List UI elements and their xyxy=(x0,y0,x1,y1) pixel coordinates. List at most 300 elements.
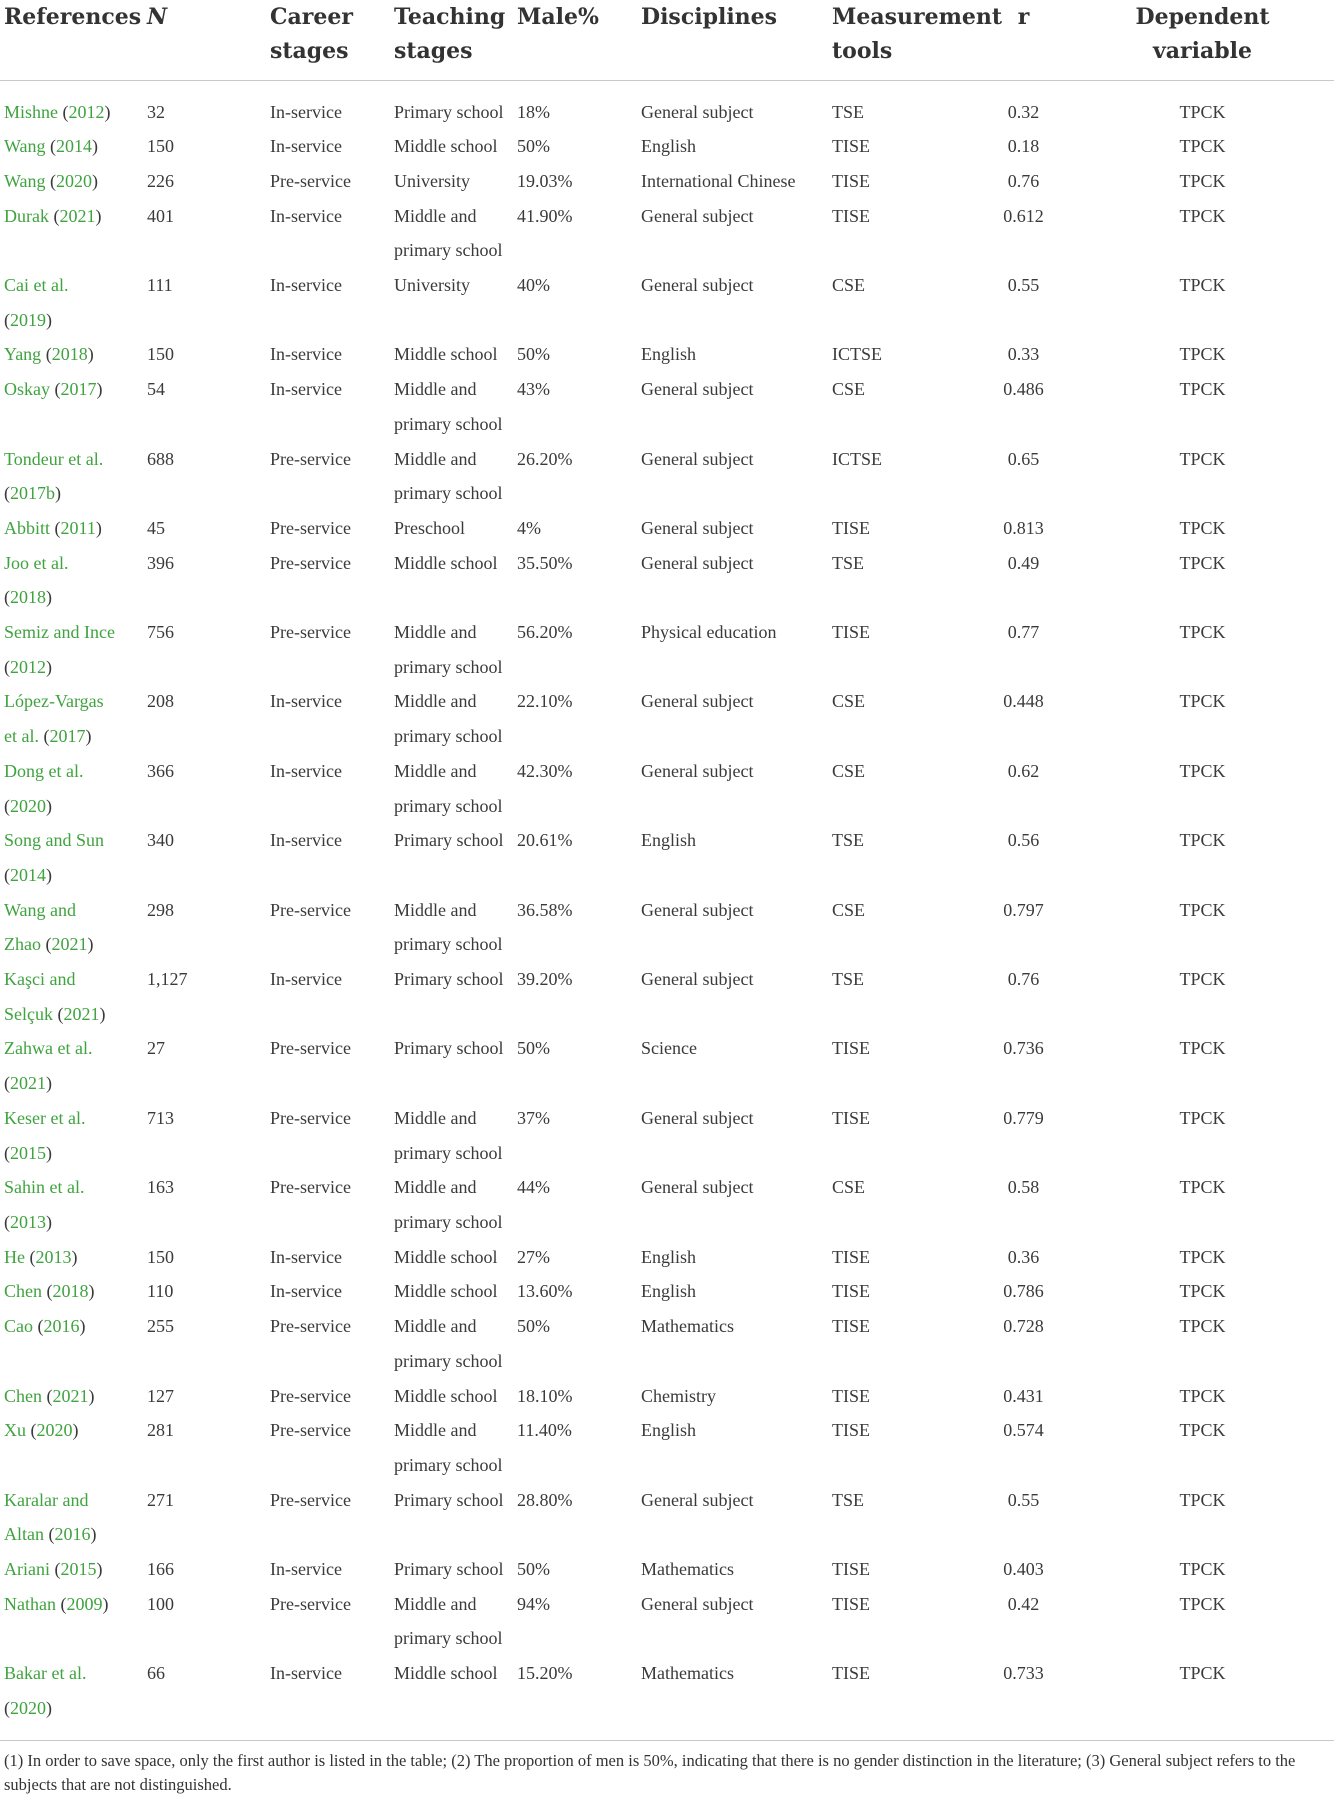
dependent-variable-cell: TPCK xyxy=(1179,1107,1226,1128)
reference-cell: Yang (2018) xyxy=(4,344,94,365)
dependent-variable-cell: TPCK xyxy=(1179,1281,1226,1302)
dependent-variable-cell: TPCK xyxy=(1179,344,1226,365)
measurement-tool-cell: TSE xyxy=(832,552,865,573)
correlation-cell: 0.65 xyxy=(1007,448,1040,469)
dependent-variable-cell: TPCK xyxy=(1179,1177,1226,1198)
measurement-tool-cell: TISE xyxy=(832,1663,870,1684)
discipline-cell: English xyxy=(641,1281,697,1302)
discipline-cell: General subject xyxy=(641,1107,754,1128)
reference-author-link[interactable]: Mishne xyxy=(4,101,58,122)
correlation-cell: 0.33 xyxy=(1007,344,1040,365)
table-row xyxy=(0,372,1334,441)
measurement-tool-cell: TSE xyxy=(832,830,865,851)
reference-author-link[interactable]: Chen xyxy=(4,1281,42,1302)
table-row xyxy=(0,1031,1334,1100)
reference-author-link[interactable]: Song and Sun xyxy=(4,830,105,851)
reference-year-link[interactable]: 2013 xyxy=(10,1212,46,1232)
col-header-dependent-l1: Dependent xyxy=(1135,4,1270,30)
teaching-stage-line1: University xyxy=(394,170,470,191)
table-row xyxy=(0,1552,1334,1587)
career-stage-cell: In-service xyxy=(270,205,342,226)
reference-year-link[interactable]: 2021 xyxy=(52,1385,89,1406)
measurement-tool-cell: TISE xyxy=(832,136,870,157)
teaching-stage-cell xyxy=(390,129,513,164)
reference-author-link-cont[interactable]: Altan xyxy=(4,1524,44,1545)
correlation-cell: 0.56 xyxy=(1007,830,1040,851)
reference-author-link[interactable]: Bakar et al. xyxy=(4,1663,87,1684)
career-stage-cell: Pre-service xyxy=(270,1038,351,1059)
teaching-stage-line1: Middle and xyxy=(394,1420,477,1441)
teaching-stage-line1: Preschool xyxy=(394,517,465,538)
sample-size-cell: 163 xyxy=(147,1177,174,1198)
discipline-cell: English xyxy=(641,830,697,851)
correlation-cell: 0.574 xyxy=(1003,1420,1044,1441)
reference-year-link[interactable]: 2016 xyxy=(54,1524,91,1545)
teaching-stage-line1: Middle school xyxy=(394,1246,498,1267)
teaching-stage-cell xyxy=(390,511,513,546)
career-stage-cell: Pre-service xyxy=(270,1593,351,1614)
male-percent-cell: 13.60% xyxy=(517,1281,573,1302)
sample-size-cell: 66 xyxy=(147,1663,165,1684)
reference-cell: López-Vargas et al. (2017) xyxy=(4,691,104,747)
reference-year-link[interactable]: 2018 xyxy=(51,344,88,365)
teaching-stage-line1: Middle school xyxy=(394,344,498,365)
dependent-variable-cell: TPCK xyxy=(1179,170,1226,191)
teaching-stage-cell xyxy=(390,1309,513,1378)
table-row xyxy=(0,1656,1334,1733)
male-percent-cell: 50% xyxy=(517,344,550,365)
reference-cell: Mishne (2012) xyxy=(4,101,111,122)
table-row xyxy=(0,615,1334,684)
discipline-cell: General subject xyxy=(641,517,754,538)
male-percent-cell: 41.90% xyxy=(517,205,573,226)
teaching-stage-line2: primary school xyxy=(394,1350,503,1371)
career-stage-cell: In-service xyxy=(270,969,342,990)
reference-cell: Sahin et al. (2013) xyxy=(4,1177,85,1232)
reference-author-link[interactable]: Cai et al. xyxy=(4,275,69,296)
male-percent-cell: 56.20% xyxy=(517,622,573,643)
reference-year-link[interactable]: 2020 xyxy=(10,795,46,816)
correlation-cell: 0.779 xyxy=(1003,1107,1044,1128)
col-header-career-l2: stages xyxy=(270,38,349,64)
career-stage-cell: Pre-service xyxy=(270,1177,351,1198)
teaching-stage-cell xyxy=(390,442,513,511)
table-row xyxy=(0,1274,1334,1309)
reference-year-link[interactable]: 2012 xyxy=(68,101,105,122)
reference-year-link[interactable]: 2020 xyxy=(36,1420,73,1441)
sample-size-cell: 340 xyxy=(147,830,174,851)
reference-cell: Ariani (2015) xyxy=(4,1559,103,1580)
career-stage-cell: In-service xyxy=(270,136,342,157)
reference-cell: Xu (2020) xyxy=(4,1420,79,1441)
career-stage-cell: Pre-service xyxy=(270,517,351,538)
teaching-stage-line1: Primary school xyxy=(394,830,504,851)
sample-size-cell: 32 xyxy=(147,101,165,122)
reference-author-link[interactable]: Zahwa et al. xyxy=(4,1038,93,1059)
reference-author-link[interactable]: Joo et al. xyxy=(4,552,69,573)
reference-author-link[interactable]: Kaşci and xyxy=(4,969,76,990)
correlation-cell: 0.448 xyxy=(1003,691,1044,712)
teaching-stage-line2: primary school xyxy=(394,1454,503,1475)
reference-cell: Song and Sun (2014) xyxy=(4,830,105,885)
reference-cell: Tondeur et al. (2017b) xyxy=(4,448,104,504)
sample-size-cell: 208 xyxy=(147,691,174,712)
career-stage-cell: Pre-service xyxy=(270,899,351,920)
career-stage-cell: In-service xyxy=(270,101,342,122)
reference-author-link-cont[interactable]: Selçuk xyxy=(4,1003,53,1024)
male-percent-cell: 15.20% xyxy=(517,1663,573,1684)
table-row xyxy=(0,199,1334,268)
career-stage-cell: Pre-service xyxy=(270,1316,351,1337)
correlation-cell: 0.32 xyxy=(1007,101,1040,122)
dependent-variable-cell: TPCK xyxy=(1179,379,1226,400)
discipline-cell: General subject xyxy=(641,899,754,920)
table-row xyxy=(0,164,1334,199)
measurement-tool-cell: TSE xyxy=(832,1489,865,1510)
dependent-variable-cell: TPCK xyxy=(1179,1316,1226,1337)
career-stage-cell: In-service xyxy=(270,344,342,365)
discipline-cell: International Chinese xyxy=(641,170,796,191)
teaching-stage-line2: primary school xyxy=(394,656,503,677)
reference-year-link[interactable]: 2021 xyxy=(10,1073,46,1094)
reference-author-link[interactable]: Keser et al. xyxy=(4,1107,86,1128)
reference-year-link[interactable]: 2013 xyxy=(35,1246,72,1267)
reference-cell: Wang (2020) xyxy=(4,170,99,191)
table-row xyxy=(0,268,1334,337)
correlation-cell: 0.77 xyxy=(1007,622,1040,643)
measurement-tool-cell: CSE xyxy=(832,1177,866,1198)
reference-author-link-cont[interactable]: et al. xyxy=(4,726,39,747)
teaching-stage-line1: Middle and xyxy=(394,1107,477,1128)
male-percent-cell: 28.80% xyxy=(517,1489,573,1510)
reference-year-link[interactable]: 2017 xyxy=(60,379,97,400)
measurement-tool-cell: CSE xyxy=(832,275,866,296)
reference-author-link[interactable]: Xu xyxy=(4,1420,26,1441)
teaching-stage-line1: Middle and xyxy=(394,899,477,920)
reference-year-link[interactable]: 2016 xyxy=(43,1316,80,1337)
teaching-stage-line2: primary school xyxy=(394,240,503,261)
correlation-cell: 0.612 xyxy=(1003,205,1044,226)
sample-size-cell: 756 xyxy=(147,622,174,643)
table-row xyxy=(0,1587,1334,1656)
career-stage-cell: Pre-service xyxy=(270,1385,351,1406)
reference-author-link[interactable]: Karalar and xyxy=(4,1489,89,1510)
correlation-cell: 0.486 xyxy=(1003,379,1044,400)
discipline-cell: English xyxy=(641,136,697,157)
measurement-tool-cell: TSE xyxy=(832,969,865,990)
teaching-stage-line1: Middle and xyxy=(394,760,477,781)
reference-author-link[interactable]: He xyxy=(4,1246,25,1267)
teaching-stage-cell xyxy=(390,823,513,892)
dependent-variable-cell: TPCK xyxy=(1179,1038,1226,1059)
table-row xyxy=(0,1413,1334,1482)
reference-cell: Wang (2014) xyxy=(4,136,99,157)
correlation-cell: 0.62 xyxy=(1007,760,1040,781)
teaching-stage-cell xyxy=(390,1656,513,1733)
reference-year-link[interactable]: 2020 xyxy=(56,170,93,191)
correlation-cell: 0.49 xyxy=(1007,552,1040,573)
teaching-stage-cell xyxy=(390,684,513,753)
correlation-cell: 0.431 xyxy=(1003,1385,1044,1406)
col-header-n-text: N xyxy=(147,4,168,30)
discipline-cell: General subject xyxy=(641,552,754,573)
dependent-variable-cell: TPCK xyxy=(1179,205,1226,226)
reference-year-link[interactable]: 2021 xyxy=(51,934,88,955)
male-percent-cell: 18% xyxy=(517,101,550,122)
reference-author-link[interactable]: Durak xyxy=(4,205,49,226)
table-row xyxy=(0,546,1334,615)
teaching-stage-cell xyxy=(390,1101,513,1170)
col-header-measurement xyxy=(828,0,1003,80)
correlation-cell: 0.728 xyxy=(1003,1316,1044,1337)
measurement-tool-cell: CSE xyxy=(832,379,866,400)
reference-cell: Joo et al. (2018) xyxy=(4,552,69,608)
col-header-disciplines: Disciplines xyxy=(637,0,828,80)
correlation-cell: 0.76 xyxy=(1007,170,1040,191)
sample-size-cell: 1,127 xyxy=(147,969,188,990)
teaching-stage-line2: primary school xyxy=(394,726,503,747)
teaching-stage-cell xyxy=(390,1170,513,1239)
correlation-cell: 0.403 xyxy=(1003,1559,1044,1580)
teaching-stage-cell xyxy=(390,1379,513,1414)
table-row xyxy=(0,684,1334,753)
teaching-stage-cell xyxy=(390,1413,513,1482)
career-stage-cell: Pre-service xyxy=(270,1420,351,1441)
dependent-variable-cell: TPCK xyxy=(1179,691,1226,712)
col-header-dependent xyxy=(1071,0,1334,80)
table-row xyxy=(0,1483,1334,1552)
male-percent-cell: 22.10% xyxy=(517,691,573,712)
reference-author-link[interactable]: Cao xyxy=(4,1316,33,1337)
discipline-cell: Chemistry xyxy=(641,1385,716,1406)
male-percent-cell: 4% xyxy=(517,517,541,538)
discipline-cell: English xyxy=(641,344,697,365)
reference-author-link[interactable]: Tondeur et al. xyxy=(4,448,104,469)
discipline-cell: General subject xyxy=(641,1177,754,1198)
dependent-variable-cell: TPCK xyxy=(1179,899,1226,920)
col-header-measurement-l1: Measurement xyxy=(832,4,1003,30)
male-percent-cell: 42.30% xyxy=(517,760,573,781)
teaching-stage-line1: Middle and xyxy=(394,448,477,469)
col-header-references: References xyxy=(0,0,143,80)
sample-size-cell: 396 xyxy=(147,552,174,573)
male-percent-cell: 39.20% xyxy=(517,969,573,990)
correlation-cell: 0.58 xyxy=(1007,1177,1040,1198)
discipline-cell: Mathematics xyxy=(641,1663,734,1684)
teaching-stage-line1: Middle and xyxy=(394,1593,477,1614)
sample-size-cell: 54 xyxy=(147,379,165,400)
teaching-stage-line1: Middle and xyxy=(394,691,477,712)
reference-year-link[interactable]: 2017 xyxy=(49,726,86,747)
sample-size-cell: 366 xyxy=(147,760,174,781)
measurement-tool-cell: TISE xyxy=(832,1385,870,1406)
teaching-stage-line2: primary school xyxy=(394,413,503,434)
dependent-variable-cell: TPCK xyxy=(1179,1420,1226,1441)
teaching-stage-cell xyxy=(390,268,513,337)
male-percent-cell: 94% xyxy=(517,1593,550,1614)
measurement-tool-cell: TISE xyxy=(832,1038,870,1059)
measurement-tool-cell: TSE xyxy=(832,101,865,122)
table-row xyxy=(0,80,1334,129)
teaching-stage-line2: primary school xyxy=(394,1212,503,1232)
teaching-stage-line1: Middle school xyxy=(394,1281,498,1302)
teaching-stage-line1: Middle and xyxy=(394,379,477,400)
male-percent-cell: 20.61% xyxy=(517,830,573,851)
table-row xyxy=(0,129,1334,164)
table-row xyxy=(0,511,1334,546)
teaching-stage-line1: Middle and xyxy=(394,205,477,226)
dependent-variable-cell: TPCK xyxy=(1179,969,1226,990)
reference-year-link[interactable]: 2020 xyxy=(10,1697,46,1718)
teaching-stage-cell xyxy=(390,199,513,268)
reference-cell: Cai et al. (2019) xyxy=(4,275,69,330)
measurement-tool-cell: ICTSE xyxy=(832,344,883,365)
teaching-stage-cell xyxy=(390,164,513,199)
measurement-tool-cell: TISE xyxy=(832,1246,870,1267)
reference-year-link[interactable]: 2014 xyxy=(56,136,93,157)
sample-size-cell: 111 xyxy=(147,275,173,296)
career-stage-cell: Pre-service xyxy=(270,622,351,643)
correlation-cell: 0.813 xyxy=(1003,517,1044,538)
reference-cell: Wang and Zhao (2021) xyxy=(4,899,94,955)
reference-year-link[interactable]: 2017b xyxy=(10,483,55,504)
teaching-stage-cell xyxy=(390,337,513,372)
reference-author-link[interactable]: Ariani xyxy=(4,1559,50,1580)
teaching-stage-cell xyxy=(390,893,513,962)
reference-cell: Karalar and Altan (2016) xyxy=(4,1489,97,1545)
dependent-variable-cell: TPCK xyxy=(1179,448,1226,469)
sample-size-cell: 150 xyxy=(147,1246,174,1267)
reference-author-link[interactable]: Nathan xyxy=(4,1593,56,1614)
measurement-tool-cell: TISE xyxy=(832,205,870,226)
male-percent-cell: 19.03% xyxy=(517,170,573,191)
table-row xyxy=(0,1309,1334,1378)
col-header-career-l1: Career xyxy=(270,4,353,30)
reference-author-link[interactable]: Wang and xyxy=(4,899,77,920)
col-header-teaching-l1: Teaching xyxy=(394,4,506,30)
male-percent-cell: 40% xyxy=(517,275,550,296)
reference-author-link[interactable]: Sahin et al. xyxy=(4,1177,85,1198)
teaching-stage-cell xyxy=(390,1240,513,1275)
teaching-stage-cell xyxy=(390,962,513,1031)
measurement-tool-cell: TISE xyxy=(832,170,870,191)
dependent-variable-cell: TPCK xyxy=(1179,622,1226,643)
col-header-teaching-l2: stages xyxy=(394,38,473,64)
male-percent-cell: 35.50% xyxy=(517,552,573,573)
teaching-stage-line2: primary school xyxy=(394,934,503,955)
reference-cell: Durak (2021) xyxy=(4,205,102,226)
male-percent-cell: 26.20% xyxy=(517,448,573,469)
male-percent-cell: 37% xyxy=(517,1107,550,1128)
reference-year-link[interactable]: 2011 xyxy=(60,517,96,538)
sample-size-cell: 27 xyxy=(147,1038,165,1059)
reference-year-link[interactable]: 2018 xyxy=(52,1281,89,1302)
col-header-teaching xyxy=(390,0,513,80)
reference-year-link[interactable]: 2021 xyxy=(59,205,96,226)
discipline-cell: General subject xyxy=(641,448,754,469)
career-stage-cell: In-service xyxy=(270,691,342,712)
discipline-cell: Science xyxy=(641,1038,697,1059)
reference-year-link[interactable]: 2012 xyxy=(10,656,46,677)
dependent-variable-cell: TPCK xyxy=(1179,760,1226,781)
male-percent-cell: 43% xyxy=(517,379,550,400)
table-row xyxy=(0,754,1334,823)
measurement-tool-cell: TISE xyxy=(832,1593,870,1614)
teaching-stage-line1: Middle school xyxy=(394,1385,498,1406)
reference-author-link[interactable]: Abbitt xyxy=(4,517,51,538)
teaching-stage-line1: University xyxy=(394,275,470,296)
reference-year-link[interactable]: 2018 xyxy=(10,587,46,608)
teaching-stage-cell xyxy=(390,1483,513,1552)
career-stage-cell: In-service xyxy=(270,830,342,851)
reference-author-link[interactable]: Wang xyxy=(4,170,46,191)
reference-author-link[interactable]: López-Vargas xyxy=(4,691,104,712)
col-header-male: Male% xyxy=(513,0,637,80)
male-percent-cell: 36.58% xyxy=(517,899,573,920)
measurement-tool-cell: CSE xyxy=(832,691,866,712)
discipline-cell: General subject xyxy=(641,1489,754,1510)
teaching-stage-line1: Middle and xyxy=(394,1177,477,1198)
teaching-stage-line1: Middle and xyxy=(394,1316,477,1337)
teaching-stage-line2: primary school xyxy=(394,1628,503,1649)
table-row xyxy=(0,337,1334,372)
dependent-variable-cell: TPCK xyxy=(1179,830,1226,851)
reference-author-link[interactable]: Chen xyxy=(4,1385,42,1406)
reference-year-link[interactable]: 2021 xyxy=(63,1003,100,1024)
teaching-stage-line1: Middle school xyxy=(394,1663,498,1684)
career-stage-cell: Pre-service xyxy=(270,1107,351,1128)
reference-year-link[interactable]: 2014 xyxy=(10,864,46,885)
table-row xyxy=(0,1101,1334,1170)
header-row xyxy=(0,0,1334,80)
reference-year-link[interactable]: 2015 xyxy=(10,1142,46,1163)
discipline-cell: Mathematics xyxy=(641,1559,734,1580)
measurement-tool-cell: TISE xyxy=(832,1420,870,1441)
teaching-stage-line1: Primary school xyxy=(394,969,504,990)
reference-author-link[interactable]: Dong et al. xyxy=(4,760,84,781)
table-row xyxy=(0,1379,1334,1414)
discipline-cell: General subject xyxy=(641,101,754,122)
col-header-n xyxy=(143,0,266,80)
measurement-tool-cell: TISE xyxy=(832,517,870,538)
reference-year-link[interactable]: 2009 xyxy=(66,1593,103,1614)
reference-cell: He (2013) xyxy=(4,1246,78,1267)
reference-author-link[interactable]: Semiz and Ince xyxy=(4,622,115,643)
male-percent-cell: 27% xyxy=(517,1246,550,1267)
career-stage-cell: Pre-service xyxy=(270,1489,351,1510)
career-stage-cell: In-service xyxy=(270,1663,342,1684)
teaching-stage-line1: Primary school xyxy=(394,1038,504,1059)
reference-year-link[interactable]: 2019 xyxy=(10,309,46,330)
reference-cell: Keser et al. (2015) xyxy=(4,1107,86,1163)
correlation-cell: 0.55 xyxy=(1007,275,1040,296)
measurement-tool-cell: ICTSE xyxy=(832,448,883,469)
reference-year-link[interactable]: 2015 xyxy=(60,1559,97,1580)
discipline-cell: General subject xyxy=(641,275,754,296)
male-percent-cell: 50% xyxy=(517,1316,550,1337)
correlation-cell: 0.786 xyxy=(1003,1281,1044,1302)
sample-size-cell: 298 xyxy=(147,899,174,920)
reference-author-link-cont[interactable]: Zhao xyxy=(4,934,41,955)
reference-author-link[interactable]: Wang xyxy=(4,136,46,157)
teaching-stage-line1: Middle school xyxy=(394,552,498,573)
reference-author-link[interactable]: Oskay xyxy=(4,379,50,400)
sample-size-cell: 150 xyxy=(147,344,174,365)
sample-size-cell: 688 xyxy=(147,448,174,469)
teaching-stage-line2: primary school xyxy=(394,483,503,504)
reference-author-link[interactable]: Yang xyxy=(4,344,42,365)
measurement-tool-cell: TISE xyxy=(832,1559,870,1580)
